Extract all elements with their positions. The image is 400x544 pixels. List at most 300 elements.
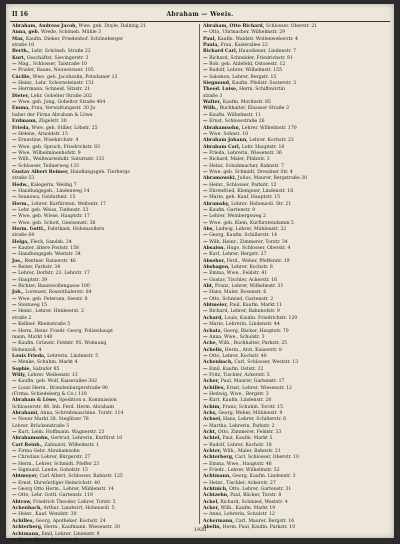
entry-text: Kalegerin, Weißig 7 [30, 182, 77, 188]
entry-text: Heinr., Tischler, Ackerstr. 27 [209, 480, 276, 486]
page-number: II 16 [12, 11, 29, 18]
entry-name: Dieter, [12, 93, 30, 99]
entry-name: — [203, 461, 208, 467]
entry-name: — [203, 182, 208, 188]
entry-name: — [12, 341, 17, 347]
entry-text: Lehrer. Brückenstraße 5 [12, 423, 70, 429]
entry-name: — [12, 512, 17, 518]
entry-text: Emma, Wwe., Feldstr. 41 [209, 271, 268, 277]
entry-name: — [12, 246, 17, 252]
entry-name: Erdmann, [12, 119, 38, 125]
entry-text: Otto, Lehrer, Kochstr. 40 [209, 353, 267, 359]
entry-text: Hans, Maler, Rosenstr. 6 [209, 290, 267, 296]
entry-name: Sophie, [12, 366, 32, 372]
entry-name: Achtzehn, [203, 493, 229, 499]
entry-text: Kaufm. Wilhelmstr. 11 [209, 112, 261, 118]
entry-text: Lehrer. Kurfürsten. Weltentr. 17 [31, 201, 106, 207]
entry-text: Reiter, Parkstr. 34 [18, 265, 61, 271]
entry-text: Heinr., Lehr. Schornsteinstr. 151 [18, 81, 95, 87]
page-header [10, 10, 390, 20]
entry-text: Kurt, Kaufm. Lindenstr. 28 [209, 398, 272, 404]
entry-name: — [12, 430, 17, 435]
page-footer [6, 526, 394, 534]
entry-text: Paul, Kaufm. Markt 5 [222, 436, 273, 442]
entry-name: — [12, 81, 17, 87]
entry-text: Handlungsgeh. Weststr. 34 [18, 252, 81, 258]
entry-text: Carl, Schlosser, Weststr. 13 [234, 360, 299, 366]
entry-text: Iwanowa, Goldarbeit. 15 [18, 195, 76, 201]
entry-text: haber der Firma Abraham & Löwe [12, 112, 93, 118]
entry-name: Walter, [203, 100, 222, 106]
entry-name: Abt, [203, 284, 214, 290]
entry-text: Ernestine, Wisekirchstr. 4 [18, 138, 79, 144]
entry-text: Ernst, Lehrer, Wiesenstr. 12 [226, 385, 292, 391]
entry-name: — [12, 62, 17, 68]
entry-text: Kaufm. Pfeilstr. Sosterstr. 3 [232, 81, 297, 87]
entry-name: Willy, [12, 372, 27, 378]
entry-text: Wwe. geb. Schmidt, Dresdner Str. 4 [209, 169, 293, 175]
entry-name: Max, [12, 36, 25, 42]
directory-entry [12, 538, 197, 544]
entry-name: — [12, 163, 17, 169]
entry-name: Achs, [203, 410, 217, 416]
entry-text: Carl Albert, Schlosser, Bahnstr. 125 [39, 474, 123, 480]
entry-name: — [203, 423, 208, 429]
entry-text: Georg, Apotheker. Kochstr. 24 [35, 518, 106, 524]
entry-name: Frieda, [12, 125, 31, 131]
entry-name: — [12, 195, 17, 201]
entry-text: Wrede, Schöneb. Mühle 3 [40, 30, 102, 36]
running-title: Abraham — Weeis. [166, 11, 234, 18]
entry-text: Wwe. Sohnst. 10 [209, 131, 249, 137]
entry-name: Achelis, [203, 347, 224, 353]
entry-text: straße 2 [12, 315, 32, 321]
entry-text: Lehrer. Hohenzoll. Str. 21 [231, 201, 292, 207]
entry-name: — [203, 188, 208, 194]
entry-text: Ernst, Schlossstraße 26 [209, 119, 265, 125]
entry-text: Rentner. Ratserstr. 46 [24, 258, 76, 264]
entry-name: — [12, 480, 17, 486]
entry-name: — [12, 150, 17, 156]
entry-text: Lehrer, Kochstr. 8 [231, 265, 273, 271]
entry-name: — [12, 468, 17, 474]
entry-text: Sigmund, Landw. Gobelstr. 15 [18, 468, 88, 474]
entry-text: Neuer Markt 28. Steglitzer 76 [18, 417, 89, 423]
entry-text: Geschäftst. Sievingerstr. 3 [26, 55, 89, 61]
entry-text: Anna, Schreibmaschine. Torstr. 114 [40, 410, 124, 416]
entry-text: Fabrikant, Hohenzollern [47, 227, 105, 232]
entry-name: Achenbach, [203, 360, 233, 366]
entry-text: Fleck, Sandsb. 24 [30, 239, 72, 245]
entry-text: Kaufm. Moritzstr. 85 [222, 100, 271, 106]
entry-text: Georg, Kaufm. Lindenstr. 3 [232, 474, 296, 480]
entry-text: Otto, Uhrmacher. Wilhelmstr. 29 [209, 30, 285, 36]
entry-name: Carl Reinh., [12, 442, 43, 448]
entry-name: Berth., [12, 49, 30, 55]
entry-name: Herm., [12, 201, 30, 207]
entry-text: Rob. geb. Ahlefeld, Ostseestr. 12 [209, 62, 286, 68]
entry-text: Lehr. Gobelter Straße 202 [30, 93, 92, 99]
entry-name: Gustav Albert Reimer, [12, 169, 69, 175]
entry-name: — [12, 284, 17, 290]
entry-name: Ache, [203, 341, 218, 347]
entry-name: — [203, 150, 208, 156]
entry-text: Kaufm. Grünstr. Feldstr. 95. Wohnung [18, 341, 107, 347]
entry-text: Friedr., Lehrer, Wilhelmstr. 52 [209, 468, 280, 474]
entry-text: Herm., Kaufmann. Wiesenstr. 30 [44, 525, 120, 531]
entry-name: Acker, [203, 506, 220, 512]
entry-text: (Firma: Schiedeberg & Co.) 118 [12, 391, 87, 397]
entry-text: Wwe. geb. Klein, Kurfürstendamm 5 [209, 220, 294, 226]
entry-name: — [203, 169, 208, 175]
entry-text: Richard, Schneider, Friedrichstr. 91 [209, 55, 293, 61]
entry-text: Marie, Lehrerin, Lindenstr. 44 [209, 322, 280, 328]
entry-name: — [12, 328, 17, 334]
entry-text: Emil, Lehrer. Linienstr. 9 [41, 531, 100, 537]
entry-text: Mag., Schlosser, Talstraße 10 [18, 62, 87, 68]
entry-text: Louis Herm., Brandenburgerstraße 90 [18, 385, 108, 391]
entry-text: straße 64 [12, 233, 35, 239]
entry-text: Lehr. Schöneb. Straße 22 [31, 49, 91, 55]
entry-text: Paul, Maurer, Gartenstr. 17 [220, 379, 285, 385]
entry-name: — [12, 449, 17, 455]
entry-name: — [12, 455, 17, 461]
entry-name: — [203, 74, 208, 80]
entry-text: Herm. Schiffswirtin [239, 87, 285, 93]
entry-text: Helene, Arnoldstr. 15 [18, 131, 68, 137]
entry-text: Wilh., Kaufm. Markt 19 [220, 506, 276, 512]
entry-name: Herm. Gottl., [12, 227, 46, 232]
entry-name: Richard Carl, [203, 49, 238, 55]
entry-text: Salzufer 85 [32, 366, 60, 372]
entry-text: Zahnarzt, Wilhelmstr. 1 [44, 442, 100, 448]
entry-text: Heinr., Lehrer. Himbeerst. 2 [18, 309, 84, 315]
entry-text: Wwe. Wilhelminenhofstr. 9 [18, 150, 81, 156]
entry-name: Achtnich, [203, 487, 228, 493]
entry-name: — [203, 290, 208, 296]
entry-text: Herm., Arzt, Kaiserstr. 8 [224, 347, 282, 353]
entry-text: Frau, Kaiserallee 23 [220, 43, 268, 49]
entry-name: — [12, 157, 17, 163]
entry-text: Wwe. geb. Duyle, Dalitzig 21 [78, 24, 146, 29]
entry-text: Paul, Kaufm. Markt 11 [229, 303, 283, 309]
entry-name: — [12, 68, 17, 74]
entry-name: Abrahamsohn, [12, 436, 50, 442]
entry-name: — [203, 119, 208, 125]
entry-text: Ferd., Weber, Pfefferstr. 19 [226, 258, 290, 264]
entry-text: Wilh., Maler, Bahnstr. 21 [222, 449, 281, 455]
entry-text: Herm., Lehrer, Schmidt. Pfeffer 23 [18, 461, 100, 467]
entry-name: Louis Frieda, [12, 353, 46, 359]
entry-text: Frau, Verwaltungsstr. 30 Ju [31, 106, 96, 112]
entry-text: Otto, Zimmerer, Feldstr. 33 [217, 430, 282, 435]
entry-text: Ludwig, Lehrer, Mühlenstr. 22 [215, 227, 287, 232]
entry-text: straße 10 [12, 43, 35, 49]
entry-text: Julius, Maurer, Bergstraße 30 [237, 176, 308, 182]
entry-text: Steinweg 15 [18, 303, 48, 309]
entry-text: Carl, Maurer, Bergstr. 16 [235, 518, 295, 524]
entry-name: Achterberg, [12, 525, 43, 531]
entry-text: Hauptstr. 39 [18, 277, 48, 283]
entry-name: — [12, 360, 17, 366]
entry-name: Achterberg, [203, 455, 234, 461]
entry-name: — [12, 487, 17, 493]
entry-text: Otto, Lehrer, Gartenstr. 31 [229, 487, 292, 493]
entry-name: — [12, 207, 17, 213]
entry-text: Zügelstr. 30 [38, 119, 67, 125]
entry-text: Franz, Lehrer, Wilhelmstr. 31 [214, 284, 284, 290]
entry-text: Spedition u. Kommission [58, 398, 117, 404]
entry-text: Marie, geb. Kauf, Hauptstr. 15 [209, 195, 281, 201]
entry-text: Carl, Schlosser, Oberstr. 10 [235, 455, 300, 461]
entry-name: Paul, [203, 36, 216, 42]
entry-name: — [12, 214, 17, 220]
entry-name: — [203, 480, 208, 486]
entry-name: — [203, 195, 208, 201]
entry-text: Buchhalter, Elsasser Straße 3 [219, 106, 289, 112]
entry-text: Menke, Schuhm. Markt 4 [18, 360, 78, 366]
entry-name: Abtmeyer, [12, 474, 38, 480]
entry-text: Kurt, Lehrer, Bergstr. 27 [209, 252, 267, 258]
entry-text: Rudolf, Lehrer, Wilhelmstr. 155 [209, 68, 283, 74]
header-rule [10, 21, 390, 22]
right-column [203, 24, 388, 531]
entry-name: Achilles, [12, 518, 35, 524]
entry-text: Lehrer, Weinbergsweg 2 [209, 214, 266, 220]
entry-name: — [12, 296, 17, 302]
entry-name: — [203, 131, 208, 137]
entry-name: — [12, 537, 17, 543]
entry-name: — [12, 379, 17, 385]
entry-text: Wwe. geb. Schott, Gneisenstr. 36 [18, 220, 96, 226]
entry-text: Anna, Lehrerin, Schulstr. 12 [209, 512, 275, 518]
entry-name: Acher, [203, 379, 220, 385]
entry-text: Friedrich Theodor, Lehrer, Torstr. 5 [33, 499, 116, 505]
entry-name: — [203, 372, 208, 378]
entry-text: Pruder, Baues, Neuweiswer. 105 [18, 68, 94, 74]
entry-name: Abramowski, [203, 176, 237, 182]
entry-name: — [12, 385, 17, 391]
column-divider [199, 24, 200, 524]
entry-text: mann, Markt 140 [12, 334, 53, 340]
entry-text: Emil, Kaufm. Oststr. 22 [209, 366, 264, 372]
entry-name: Achim, [203, 404, 221, 410]
entry-name: — [203, 55, 208, 61]
entry-name: — [203, 30, 208, 36]
entry-text: Gertrud, Lehrerin, Kurfürst 10 [50, 436, 123, 442]
entry-name: Acht, [203, 430, 217, 435]
entry-name: — [203, 334, 208, 340]
entry-text: Emma, Wwe., Hauptstr. 46 [209, 461, 272, 467]
entry-text: Lorenzer, Rosenthalerstr. 84 [25, 290, 92, 296]
entry-name: — [12, 131, 17, 137]
entry-name: — [12, 271, 17, 277]
entry-name: Abraham Carl, [203, 144, 241, 150]
entry-name: — [203, 112, 208, 118]
entry-name: Abtrow, [12, 499, 32, 505]
entry-name: Abseher, [203, 258, 226, 264]
entry-text: Hausdiener, Lindenstr. 7 [238, 49, 297, 55]
entry-text: Lehrer. Kochstr. 23 [249, 138, 294, 144]
entry-name: — [203, 252, 208, 258]
entry-text: Otto, Lehr. Gottl. Gartenstr. 119 [18, 493, 93, 499]
entry-text: Heinr., Schlosser, Parkstr. 12 [209, 182, 277, 188]
entry-name: Paula, [203, 43, 219, 49]
entry-name: — [12, 138, 17, 144]
entry-name: — [203, 207, 208, 213]
entry-text: Paul, Bäcker, Torstr. 8 [230, 493, 282, 499]
entry-name: Absalon, [203, 246, 226, 252]
entry-name: Cäcilie, [12, 74, 32, 80]
entry-text: Heinz, Schuhmacher, Bahnstr. 7 [209, 163, 284, 169]
entry-text: Christian Lehrer, Bürgerstr. 27 [18, 455, 91, 461]
entry-name: Theod. Luise, [203, 87, 238, 93]
entry-text: Lehrerin, Lindenstr. 5 [47, 353, 99, 359]
entry-text: Georg, Kaufm. Schillerstr. 14 [209, 233, 278, 239]
entry-name: Abraham Johann, [203, 138, 248, 144]
entry-text: Richard, Maler, Pfalzstr. 3 [209, 157, 270, 163]
entry-name: Achter, [203, 449, 222, 455]
entry-text: Richard, Lehrer, Bahnhofstr. 9 [209, 309, 280, 315]
entry-name: — [12, 303, 17, 309]
footer-number: 1920 [193, 527, 207, 533]
entry-text: Frieda, Lehrerin, Wiesenstr. 36 [209, 150, 282, 156]
entry-name: — [12, 322, 17, 328]
entry-text: Kaufm. Dieker, Friedenhof, Schöneberger [25, 36, 124, 42]
entry-text: Hans, Lehrer, Schillerstr. 6 [223, 417, 287, 423]
entry-name: — [12, 493, 17, 499]
entry-text: Hohenzoll. 4 [12, 347, 42, 353]
entry-name: Ackel, [203, 499, 219, 505]
entry-name: — [203, 512, 208, 518]
entry-name: — [203, 271, 208, 277]
entry-name: — [12, 87, 17, 93]
entry-name: Achilles, [203, 385, 226, 391]
entry-name: — [203, 68, 208, 74]
entry-text: Herrmann, Schneid. Sitzstr. 21 [18, 87, 91, 93]
entry-text: Kauter, ältere Poststr. 158 [18, 246, 79, 252]
entry-name: — [12, 461, 17, 467]
entry-text: Herm. Heinr. Friedr. Georg, Polizeihaupt [18, 328, 114, 334]
entry-name: — [203, 239, 208, 245]
entry-name: — [203, 220, 208, 226]
entry-name: Achtmann, [203, 474, 231, 480]
entry-name: — [203, 468, 208, 474]
entry-text: Arthur, Landwirt, Hohenzoll. 5 [43, 506, 115, 512]
entry-text: Lehr. geb. Weiss, Tiefenstr. 33 [18, 207, 89, 213]
entry-text: Wwe. geb. Wiese, Hauptstr. 17 [18, 214, 90, 220]
entry-text: Louis, Kaufm. Friedrichstr. 120 [224, 315, 298, 321]
entry-text: Schlosserstr. 86. Inh. Ferd. Herm. Abraham [12, 404, 114, 410]
entry-name: — [203, 442, 208, 448]
entry-text: Wwe. geb. Jacobsohn, Potsdamer 13 [32, 74, 118, 80]
directory-page [6, 4, 394, 543]
entry-name: — [203, 309, 208, 315]
entry-name: Abelin, [203, 525, 222, 531]
entry-name: Siegmund, [203, 81, 231, 87]
entry-text: Georg Otto Herm., Lehrer, Mühlenstr. 14 [18, 487, 114, 493]
entry-text: Kellner. Rheinstraße 5 [18, 322, 71, 328]
entry-name: — [203, 214, 208, 220]
entry-text: Schlosser, Teilnerweg 133 [18, 163, 80, 169]
entry-name: Abraham, Andreas Jacob, [12, 24, 77, 29]
entry-name: — [203, 233, 208, 239]
entry-name: — [203, 322, 208, 328]
entry-name: Jos., [12, 258, 24, 264]
entry-name: — [12, 252, 17, 258]
entry-name: — [12, 100, 17, 106]
entry-name: — [12, 220, 17, 226]
entry-name: — [203, 296, 208, 302]
entry-text: Wilh., Buchhalter, Parkstr. 25 [218, 341, 288, 347]
entry-name: — [203, 366, 208, 372]
entry-text: Wwe. geb. Spruch, Friedrichstr. 83 [18, 144, 100, 150]
entry-text: Handlungsgeh. Tierbergs [70, 169, 130, 175]
entry-text: Ernst, Ehrwürdiger Heinrichstr. 40 [18, 480, 101, 486]
entry-text: Kaufm. geb. Wolf, Kaiserallee 302 [18, 379, 98, 385]
entry-text: Handlungsgeh., Lindenweg 14 [18, 188, 90, 194]
entry-name: Ackermann, [203, 518, 235, 524]
entry-text: Wilh., Weißwarenhdlr. Saturnstr. 131 [18, 157, 105, 163]
entry-name: — [12, 417, 17, 423]
entry-name: Wilh., [203, 106, 219, 112]
entry-name: — [12, 265, 17, 271]
entry-text: Wwe. geb. Jung, Gobeltor Straße 404 [18, 100, 106, 106]
entry-name: Abshagen, [203, 265, 230, 271]
entry-text: Wwe. geb. Petersen, Seestr. 8 [18, 296, 88, 302]
entry-text: Hedwig, Wwe., Bergstr. 3 [209, 391, 269, 397]
entry-name: — [12, 277, 17, 283]
entry-name: Emma, [12, 106, 30, 112]
entry-name: Abs, [203, 227, 214, 232]
entry-name: Achsel, [203, 417, 222, 423]
entry-text: Heinr., Kauf. Wendstr. 30 [18, 512, 77, 518]
entry-text: straße 3 [203, 93, 223, 99]
entry-name: Hedw., [12, 182, 30, 188]
entry-text: Georg, Weber, Mühlenstr. 9 [218, 410, 283, 416]
left-column [12, 24, 197, 543]
entry-name: Achtmann, [12, 531, 40, 537]
entry-text: Anna, Wwe., Schulstr. 3 [209, 334, 265, 340]
entry-text: Martha, Lehrerin, Parkstr. 2 [209, 423, 275, 429]
entry-text: Wwe. geb. Stiller, Löbstr. 25 [31, 125, 98, 131]
entry-name: — [12, 144, 17, 150]
entry-name: Abraham, Otto Richard, [203, 24, 265, 29]
entry-text: Otto, Schmied, Gartenstr. 2 [209, 296, 274, 302]
entry-text: Richter, Baumwollengasse 100 [18, 284, 90, 290]
entry-name: — [203, 62, 208, 68]
entry-name: Joh., [12, 290, 24, 296]
entry-text: Kurt, Leim. Hoffmann. Wagnerstr. 23 [18, 430, 105, 435]
entry-name: — [12, 188, 17, 194]
entry-text: Kaufm. Gartenstr. 9 [209, 207, 256, 213]
entry-text: Lehrer. Weibenstr. 13 [27, 372, 78, 378]
entry-name: Helga, [12, 239, 29, 245]
entry-name: Abraham & Löwe, [12, 398, 58, 404]
entry-text: Wilh. Heinr., Zimmerer, Torstr. 34 [209, 239, 288, 245]
entry-name: Abramsky, [203, 201, 230, 207]
entry-name: Abtmeier, [203, 303, 229, 309]
entry-text: straße 53 [12, 176, 35, 182]
entry-name: — [203, 277, 208, 283]
entry-text: Schlosser. Oberstr. 21 [265, 24, 318, 29]
entry-text: Georg, Bäcker, Hauptstr. 70 [223, 328, 289, 334]
entry-name: Achatz, [203, 328, 223, 334]
entry-text: Lehr. Hauptstr. 18 [241, 144, 285, 150]
entry-name: — [12, 309, 17, 315]
entry-name: Achtel, [203, 436, 222, 442]
entry-text: Herm. Heinr., Linienstr. 9 [18, 537, 78, 543]
